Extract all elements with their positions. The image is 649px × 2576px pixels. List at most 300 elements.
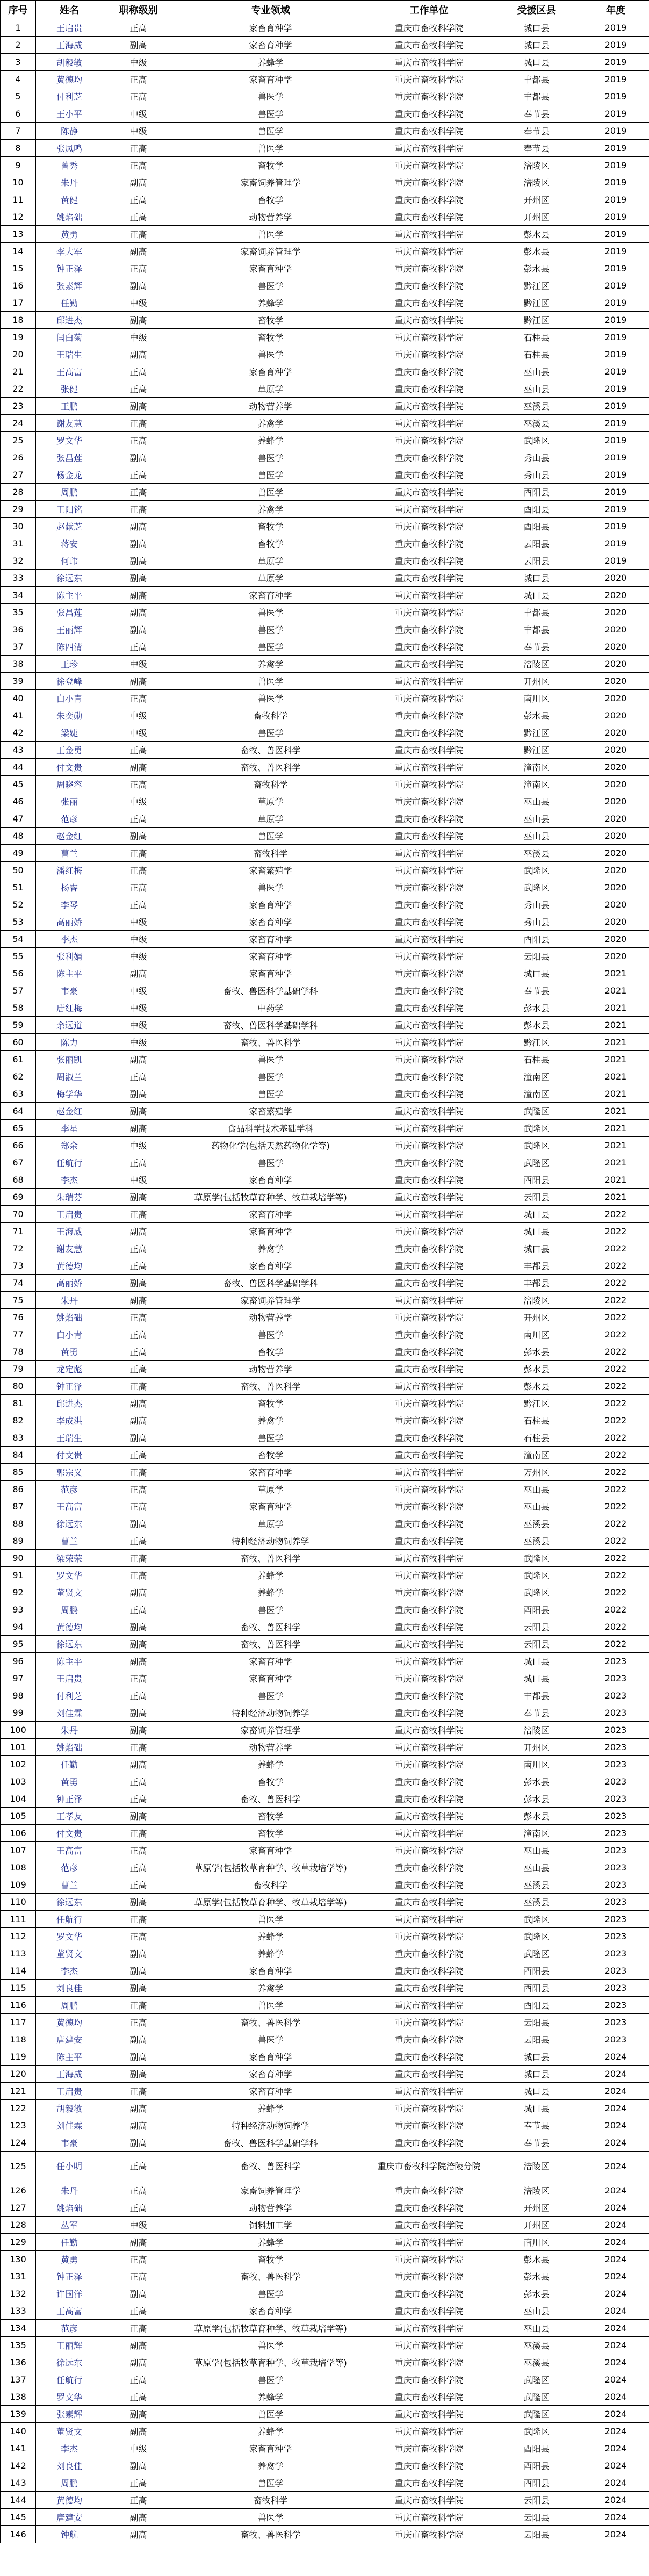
cell-unit: 重庆市畜牧科学院 <box>367 1756 491 1773</box>
cell-unit: 重庆市畜牧科学院 <box>367 1085 491 1103</box>
cell-district: 彭水县 <box>491 1808 582 1825</box>
cell-field: 畜牧学 <box>174 2251 367 2268</box>
cell-district: 巫山县 <box>491 380 582 398</box>
cell-year: 2021 <box>582 965 649 982</box>
cell-district: 酉阳县 <box>491 931 582 948</box>
cell-year: 2024 <box>582 2152 649 2182</box>
cell-district: 酉阳县 <box>491 1997 582 2014</box>
cell-year: 2024 <box>582 2492 649 2509</box>
cell-name: 余远道 <box>36 1017 103 1034</box>
table-row <box>1 2251 649 2268</box>
cell-year: 2021 <box>582 999 649 1017</box>
cell-year: 2022 <box>582 1378 649 1395</box>
cell-title-level: 正高 <box>103 19 174 37</box>
cell-district: 城口县 <box>491 1206 582 1223</box>
cell-year: 2020 <box>582 862 649 879</box>
cell-year: 2020 <box>582 879 649 896</box>
cell-year: 2024 <box>582 2302 649 2320</box>
table-row <box>1 1773 649 1790</box>
cell-title-level: 正高 <box>103 432 174 449</box>
cell-year: 2023 <box>582 1876 649 1894</box>
cell-field: 畜牧、兽医科学 <box>174 1618 367 1636</box>
cell-year: 2024 <box>582 2526 649 2543</box>
cell-field: 畜牧学 <box>174 1808 367 1825</box>
cell-title-level: 副高 <box>103 2423 174 2440</box>
cell-district: 潼南区 <box>491 759 582 776</box>
cell-unit: 重庆市畜牧科学院 <box>367 2217 491 2234</box>
cell-field: 畜牧、兽医科学 <box>174 1550 367 1567</box>
cell-district: 城口县 <box>491 54 582 71</box>
cell-district: 奉节县 <box>491 1704 582 1722</box>
cell-name: 陈主平 <box>36 587 103 604</box>
cell-unit: 重庆市畜牧科学院 <box>367 690 491 707</box>
cell-district: 武隆区 <box>491 879 582 896</box>
cell-title-level: 正高 <box>103 1464 174 1481</box>
cell-field: 兽医学 <box>174 1429 367 1447</box>
cell-title-level: 正高 <box>103 2083 174 2100</box>
cell-field: 家畜饲养管理学 <box>174 2182 367 2199</box>
cell-field: 家畜繁殖学 <box>174 862 367 879</box>
cell-field: 家畜育种学 <box>174 1498 367 1515</box>
cell-field: 兽医学 <box>174 449 367 466</box>
cell-name: 付文贵 <box>36 1825 103 1842</box>
cell-field: 家畜育种学 <box>174 1223 367 1240</box>
cell-district: 黔江区 <box>491 1395 582 1412</box>
cell-field: 动物营养学 <box>174 208 367 226</box>
table-row <box>1 587 649 604</box>
cell-field: 畜牧科学 <box>174 2492 367 2509</box>
cell-index: 74 <box>1 1275 36 1292</box>
cell-name: 王高富 <box>36 1498 103 1515</box>
cell-index: 48 <box>1 828 36 845</box>
cell-unit: 重庆市畜牧科学院 <box>367 948 491 965</box>
table-row <box>1 1722 649 1739</box>
cell-district: 武隆区 <box>491 1911 582 1928</box>
cell-unit: 重庆市畜牧科学院 <box>367 1928 491 1945</box>
cell-year: 2022 <box>582 1567 649 1584</box>
cell-title-level: 副高 <box>103 2234 174 2251</box>
table-row <box>1 1120 649 1137</box>
cell-field: 兽医学 <box>174 1997 367 2014</box>
cell-index: 1 <box>1 19 36 37</box>
cell-year: 2022 <box>582 1309 649 1326</box>
table-row <box>1 1584 649 1601</box>
cell-year: 2020 <box>582 656 649 673</box>
table-row <box>1 2457 649 2474</box>
cell-name: 王海威 <box>36 2066 103 2083</box>
cell-index: 54 <box>1 931 36 948</box>
cell-district: 巫山县 <box>491 1481 582 1498</box>
table-row <box>1 1911 649 1928</box>
cell-field: 动物营养学 <box>174 1739 367 1756</box>
cell-district: 城口县 <box>491 570 582 587</box>
cell-field: 兽医学 <box>174 621 367 638</box>
cell-district: 巫溪县 <box>491 1876 582 1894</box>
cell-district: 城口县 <box>491 1223 582 1240</box>
cell-index: 65 <box>1 1120 36 1137</box>
cell-unit: 重庆市畜牧科学院 <box>367 845 491 862</box>
cell-name: 钟航 <box>36 2526 103 2543</box>
table-row <box>1 449 649 466</box>
cell-district: 巫溪县 <box>491 1894 582 1911</box>
table-row <box>1 552 649 570</box>
cell-title-level: 正高 <box>103 638 174 656</box>
cell-name: 黄勇 <box>36 1343 103 1361</box>
cell-title-level: 正高 <box>103 1206 174 1223</box>
cell-district: 彭水县 <box>491 1378 582 1395</box>
cell-year: 2019 <box>582 19 649 37</box>
table-row <box>1 71 649 88</box>
cell-district: 武隆区 <box>491 1584 582 1601</box>
table-row <box>1 982 649 999</box>
cell-field: 兽医学 <box>174 1154 367 1171</box>
cell-district: 丰都县 <box>491 1687 582 1704</box>
cell-name: 张昌莲 <box>36 449 103 466</box>
cell-district: 涪陵区 <box>491 174 582 191</box>
cell-name: 李大军 <box>36 243 103 260</box>
cell-year: 2024 <box>582 2066 649 2083</box>
cell-unit: 重庆市畜牧科学院 <box>367 1189 491 1206</box>
table-row <box>1 2492 649 2509</box>
cell-unit: 重庆市畜牧科学院 <box>367 2251 491 2268</box>
cell-field: 特种经济动物饲养学 <box>174 2117 367 2134</box>
table-row <box>1 1515 649 1532</box>
table-row <box>1 2302 649 2320</box>
cell-title-level: 副高 <box>103 1292 174 1309</box>
cell-name: 朱奕勋 <box>36 707 103 724</box>
cell-title-level: 副高 <box>103 1051 174 1068</box>
cell-year: 2022 <box>582 1206 649 1223</box>
cell-year: 2019 <box>582 105 649 123</box>
cell-unit: 重庆市畜牧科学院 <box>367 879 491 896</box>
cell-index: 70 <box>1 1206 36 1223</box>
cell-field: 畜牧学 <box>174 191 367 208</box>
cell-year: 2020 <box>582 845 649 862</box>
cell-title-level: 正高 <box>103 1670 174 1687</box>
cell-unit: 重庆市畜牧科学院 <box>367 1876 491 1894</box>
cell-year: 2020 <box>582 690 649 707</box>
cell-index: 36 <box>1 621 36 638</box>
cell-index: 59 <box>1 1017 36 1034</box>
cell-year: 2022 <box>582 1636 649 1653</box>
cell-year: 2024 <box>582 2337 649 2354</box>
cell-name: 王海威 <box>36 1223 103 1240</box>
cell-field: 兽医学 <box>174 690 367 707</box>
table-row <box>1 1223 649 1240</box>
cell-name: 高丽娇 <box>36 1275 103 1292</box>
table-row <box>1 828 649 845</box>
cell-title-level: 副高 <box>103 1722 174 1739</box>
cell-district: 巫山县 <box>491 2320 582 2337</box>
cell-title-level: 副高 <box>103 535 174 552</box>
cell-district: 涪陵区 <box>491 1292 582 1309</box>
cell-index: 142 <box>1 2457 36 2474</box>
cell-unit: 重庆市畜牧科学院 <box>367 329 491 346</box>
cell-district: 奉节县 <box>491 638 582 656</box>
cell-unit: 重庆市畜牧科学院 <box>367 363 491 380</box>
cell-name: 任航行 <box>36 1154 103 1171</box>
cell-title-level: 副高 <box>103 2354 174 2371</box>
cell-field: 家畜育种学 <box>174 948 367 965</box>
cell-title-level: 副高 <box>103 1636 174 1653</box>
cell-name: 潘红梅 <box>36 862 103 879</box>
table-row <box>1 673 649 690</box>
cell-name: 朱丹 <box>36 2182 103 2199</box>
table-row <box>1 2083 649 2100</box>
cell-unit: 重庆市畜牧科学院 <box>367 2031 491 2048</box>
cell-field: 养蜂学 <box>174 1584 367 1601</box>
table-row <box>1 759 649 776</box>
cell-index: 47 <box>1 810 36 828</box>
cell-unit: 重庆市畜牧科学院 <box>367 793 491 810</box>
cell-field: 兽医学 <box>174 105 367 123</box>
cell-name: 高丽娇 <box>36 913 103 931</box>
cell-index: 23 <box>1 398 36 415</box>
cell-district: 彭水县 <box>491 1017 582 1034</box>
cell-title-level: 副高 <box>103 346 174 363</box>
cell-district: 石柱县 <box>491 1429 582 1447</box>
cell-index: 100 <box>1 1722 36 1739</box>
cell-title-level: 中级 <box>103 982 174 999</box>
table-row <box>1 501 649 518</box>
table-row <box>1 208 649 226</box>
cell-field: 畜牧学 <box>174 1395 367 1412</box>
cell-field: 畜牧、兽医科学 <box>174 759 367 776</box>
cell-name: 邱进杰 <box>36 1395 103 1412</box>
cell-year: 2020 <box>582 793 649 810</box>
cell-year: 2020 <box>582 759 649 776</box>
cell-title-level: 副高 <box>103 1584 174 1601</box>
cell-name: 郭宗义 <box>36 1464 103 1481</box>
cell-year: 2024 <box>582 2457 649 2474</box>
cell-title-level: 副高 <box>103 1808 174 1825</box>
table-row <box>1 1567 649 1584</box>
cell-name: 谢友慧 <box>36 415 103 432</box>
cell-unit: 重庆市畜牧科学院 <box>367 1842 491 1859</box>
cell-district: 云阳县 <box>491 2526 582 2543</box>
cell-name: 龙定彪 <box>36 1361 103 1378</box>
cell-title-level: 副高 <box>103 2134 174 2152</box>
cell-field: 家畜育种学 <box>174 1962 367 1980</box>
cell-index: 30 <box>1 518 36 535</box>
cell-unit: 重庆市畜牧科学院 <box>367 449 491 466</box>
table-row <box>1 913 649 931</box>
cell-title-level: 副高 <box>103 2457 174 2474</box>
cell-name: 王瑞生 <box>36 346 103 363</box>
cell-title-level: 正高 <box>103 845 174 862</box>
cell-field: 养蜂学 <box>174 1928 367 1945</box>
cell-index: 117 <box>1 2014 36 2031</box>
cell-title-level: 正高 <box>103 1498 174 1515</box>
cell-index: 138 <box>1 2388 36 2406</box>
cell-unit: 重庆市畜牧科学院 <box>367 2199 491 2217</box>
cell-name: 王丽辉 <box>36 2337 103 2354</box>
cell-index: 107 <box>1 1842 36 1859</box>
cell-district: 云阳县 <box>491 948 582 965</box>
cell-unit: 重庆市畜牧科学院 <box>367 587 491 604</box>
cell-index: 52 <box>1 896 36 913</box>
cell-field: 兽医学 <box>174 226 367 243</box>
cell-district: 巫山县 <box>491 363 582 380</box>
cell-year: 2019 <box>582 449 649 466</box>
cell-year: 2022 <box>582 1257 649 1275</box>
cell-field: 兽医学 <box>174 879 367 896</box>
cell-year: 2021 <box>582 1085 649 1103</box>
table-row <box>1 1928 649 1945</box>
cell-district: 酉阳县 <box>491 518 582 535</box>
cell-field: 家畜育种学 <box>174 2066 367 2083</box>
cell-name: 曹兰 <box>36 1532 103 1550</box>
cell-field: 草原学(包括牧草育种学、牧草栽培学等) <box>174 2354 367 2371</box>
cell-year: 2022 <box>582 1584 649 1601</box>
cell-year: 2020 <box>582 913 649 931</box>
cell-year: 2022 <box>582 1481 649 1498</box>
cell-unit: 重庆市畜牧科学院 <box>367 346 491 363</box>
cell-unit: 重庆市畜牧科学院 <box>367 71 491 88</box>
cell-field: 养禽学 <box>174 1980 367 1997</box>
cell-name: 黄德均 <box>36 1257 103 1275</box>
cell-name: 任勤 <box>36 294 103 312</box>
cell-name: 李杰 <box>36 1962 103 1980</box>
cell-unit: 重庆市畜牧科学院 <box>367 810 491 828</box>
cell-index: 91 <box>1 1567 36 1584</box>
cell-district: 城口县 <box>491 37 582 54</box>
cell-title-level: 副高 <box>103 1945 174 1962</box>
cell-district: 潼南区 <box>491 776 582 793</box>
cell-year: 2024 <box>582 2100 649 2117</box>
cell-unit: 重庆市畜牧科学院 <box>367 1498 491 1515</box>
cell-year: 2019 <box>582 294 649 312</box>
table-row <box>1 535 649 552</box>
table-row <box>1 2199 649 2217</box>
cell-index: 56 <box>1 965 36 982</box>
cell-district: 彭水县 <box>491 226 582 243</box>
cell-field: 兽医学 <box>174 277 367 294</box>
cell-unit: 重庆市畜牧科学院 <box>367 2100 491 2117</box>
cell-unit: 重庆市畜牧科学院 <box>367 1361 491 1378</box>
cell-title-level: 副高 <box>103 1653 174 1670</box>
cell-year: 2024 <box>582 2354 649 2371</box>
cell-unit: 重庆市畜牧科学院 <box>367 2234 491 2251</box>
cell-title-level: 副高 <box>103 570 174 587</box>
table-row <box>1 948 649 965</box>
cell-unit: 重庆市畜牧科学院 <box>367 2066 491 2083</box>
cell-unit: 重庆市畜牧科学院 <box>367 707 491 724</box>
cell-name: 王启贵 <box>36 1206 103 1223</box>
table-row <box>1 690 649 707</box>
cell-title-level: 正高 <box>103 1532 174 1550</box>
cell-year: 2020 <box>582 931 649 948</box>
cell-district: 武隆区 <box>491 1120 582 1137</box>
cell-year: 2022 <box>582 1412 649 1429</box>
cell-name: 李杰 <box>36 2440 103 2457</box>
cell-district: 彭水县 <box>491 1790 582 1808</box>
cell-year: 2022 <box>582 1429 649 1447</box>
cell-year: 2024 <box>582 2406 649 2423</box>
cell-field: 养蜂学 <box>174 1945 367 1962</box>
cell-unit: 重庆市畜牧科学院 <box>367 2457 491 2474</box>
table-row <box>1 604 649 621</box>
cell-field: 中药学 <box>174 999 367 1017</box>
cell-field: 兽医学 <box>174 2285 367 2302</box>
cell-title-level: 正高 <box>103 2014 174 2031</box>
cell-unit: 重庆市畜牧科学院 <box>367 673 491 690</box>
cell-name: 郑余 <box>36 1137 103 1154</box>
cell-unit: 重庆市畜牧科学院 <box>367 931 491 948</box>
cell-field: 动物营养学 <box>174 1361 367 1378</box>
cell-year: 2023 <box>582 1911 649 1928</box>
cell-unit: 重庆市畜牧科学院 <box>367 415 491 432</box>
cell-year: 2024 <box>582 2474 649 2492</box>
cell-unit: 重庆市畜牧科学院 <box>367 1515 491 1532</box>
cell-index: 5 <box>1 88 36 105</box>
cell-unit: 重庆市畜牧科学院 <box>367 2371 491 2388</box>
table-row <box>1 1859 649 1876</box>
cell-title-level: 中级 <box>103 2440 174 2457</box>
cell-district: 巫溪县 <box>491 1515 582 1532</box>
cell-year: 2024 <box>582 2234 649 2251</box>
table-row <box>1 2388 649 2406</box>
cell-field: 家畜育种学 <box>174 896 367 913</box>
table-row <box>1 2031 649 2048</box>
cell-field: 畜牧、兽医科学 <box>174 1378 367 1395</box>
cell-index: 102 <box>1 1756 36 1773</box>
table-row <box>1 656 649 673</box>
cell-year: 2024 <box>582 2251 649 2268</box>
cell-title-level: 副高 <box>103 1412 174 1429</box>
cell-field: 畜牧、兽医科学 <box>174 1034 367 1051</box>
cell-district: 武隆区 <box>491 1945 582 1962</box>
cell-title-level: 中级 <box>103 1137 174 1154</box>
cell-year: 2024 <box>582 2320 649 2337</box>
cell-index: 18 <box>1 312 36 329</box>
table-row <box>1 2048 649 2066</box>
cell-year: 2022 <box>582 1240 649 1257</box>
cell-title-level: 正高 <box>103 1361 174 1378</box>
cell-index: 127 <box>1 2199 36 2217</box>
cell-title-level: 正高 <box>103 2268 174 2285</box>
cell-district: 南川区 <box>491 690 582 707</box>
cell-district: 巫山县 <box>491 1859 582 1876</box>
cell-district: 云阳县 <box>491 2031 582 2048</box>
cell-name: 赵献芝 <box>36 518 103 535</box>
cell-district: 奉节县 <box>491 123 582 140</box>
cell-year: 2019 <box>582 157 649 174</box>
cell-field: 家畜育种学 <box>174 1842 367 1859</box>
cell-name: 任小明 <box>36 2152 103 2182</box>
cell-district: 云阳县 <box>491 2014 582 2031</box>
cell-field: 养蜂学 <box>174 54 367 71</box>
cell-unit: 重庆市畜牧科学院 <box>367 1962 491 1980</box>
cell-index: 86 <box>1 1481 36 1498</box>
cell-title-level: 副高 <box>103 174 174 191</box>
cell-field: 畜牧科学 <box>174 845 367 862</box>
cell-name: 徐远东 <box>36 1894 103 1911</box>
cell-title-level: 副高 <box>103 552 174 570</box>
cell-name: 谢友慧 <box>36 1240 103 1257</box>
cell-unit: 重庆市畜牧科学院 <box>367 243 491 260</box>
cell-district: 奉节县 <box>491 2117 582 2134</box>
cell-name: 范彦 <box>36 810 103 828</box>
cell-index: 90 <box>1 1550 36 1567</box>
cell-year: 2020 <box>582 776 649 793</box>
cell-index: 105 <box>1 1808 36 1825</box>
table-row <box>1 2285 649 2302</box>
cell-district: 云阳县 <box>491 552 582 570</box>
cell-field: 养禽学 <box>174 2457 367 2474</box>
table-row <box>1 810 649 828</box>
cell-field: 兽医学 <box>174 1068 367 1085</box>
